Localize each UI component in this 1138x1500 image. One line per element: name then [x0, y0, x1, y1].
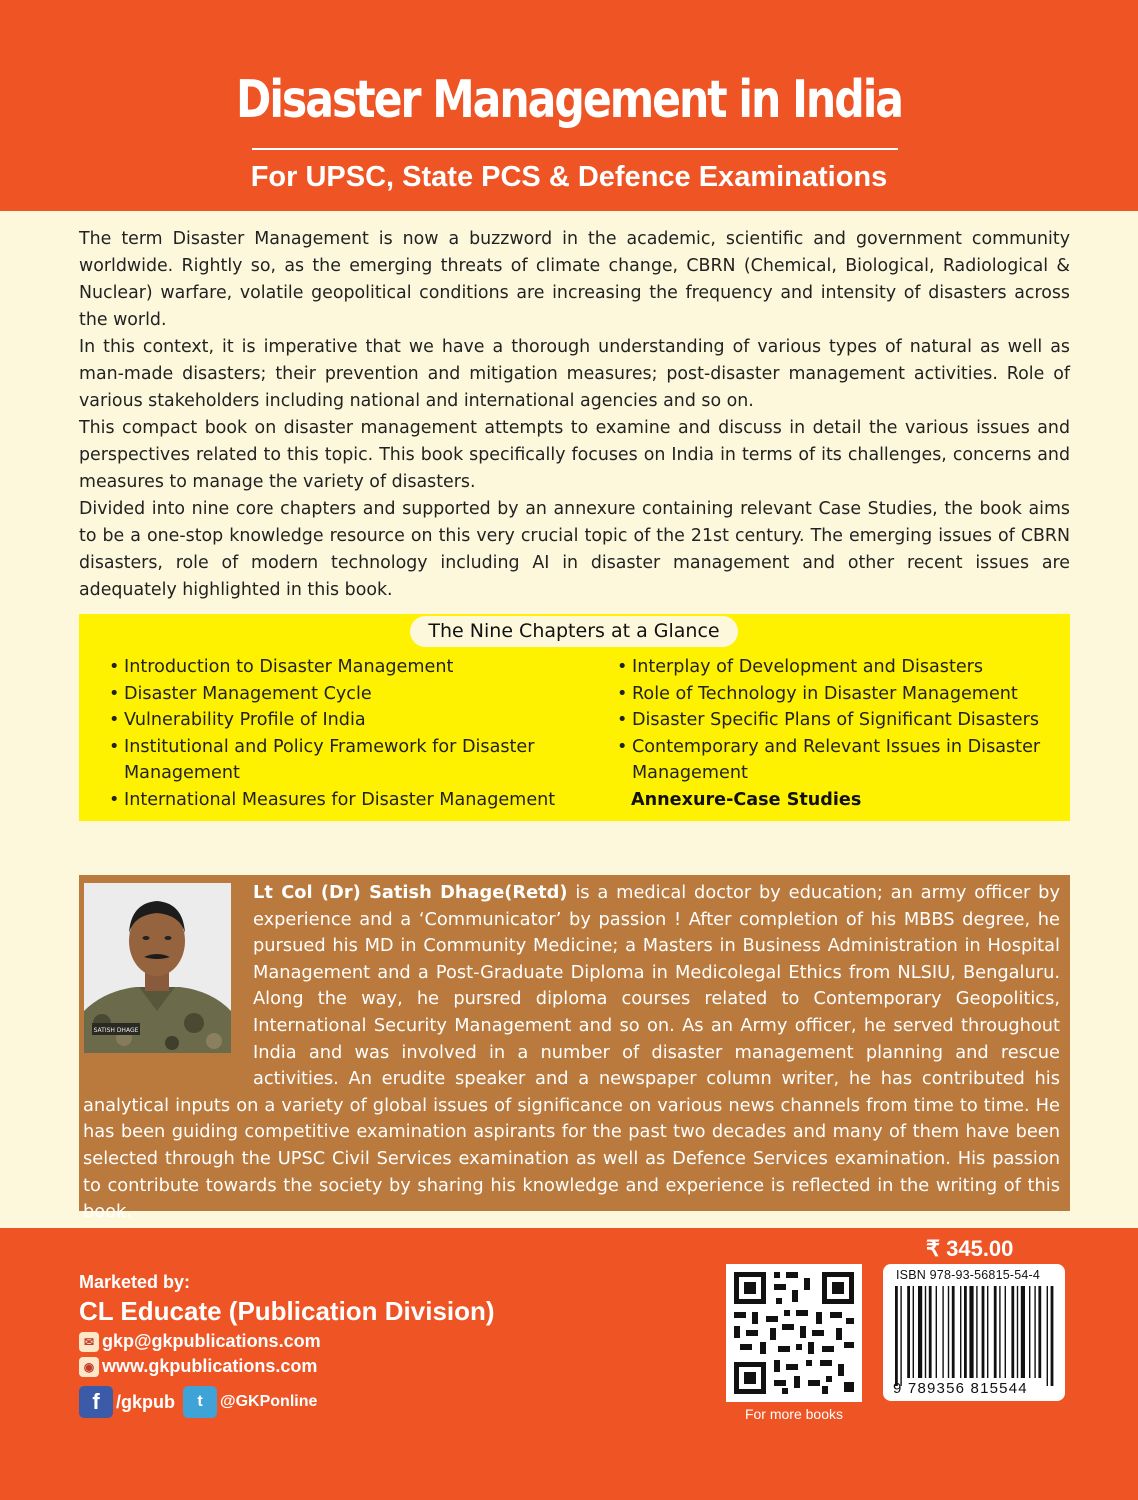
globe-icon: ◉ [79, 1357, 99, 1377]
description-paragraph: In this context, it is imperative that we have a thorough understanding of various types of natural as well as man-made disasters; their prevention and mitigation measures; post-disaster management activities. Role of various stakeholders including national and international agencies and so on. [79, 337, 1070, 411]
chapters-list-right [617, 654, 1057, 787]
book-subtitle: For UPSC, State PCS & Defence Examinations [250, 161, 888, 193]
qr-caption: For more books [744, 1406, 844, 1422]
chapter-item: • Disaster Specific Plans of Significant Disasters [617, 707, 1057, 734]
chapter-item: • Institutional and Policy Framework for Disaster Management [109, 734, 599, 787]
twitter-icon[interactable]: t [183, 1386, 217, 1418]
chapter-item: • Disaster Management Cycle [109, 681, 599, 708]
author-name: Lt Col (Dr) Satish Dhage(Retd) [253, 882, 568, 903]
email-address[interactable]: gkp@gkpublications.com [102, 1331, 321, 1351]
website-link[interactable]: www.gkpublications.com [102, 1356, 318, 1376]
description-paragraph: This compact book on disaster management attempts to examine and discuss in detail the various issues and perspectives related to this topic. This book specifically focuses on India in terms of its challenges, concerns and measures to manage the variety of disasters. [79, 418, 1070, 492]
author-bio-text: is a medical doctor by education; an army officer by experience and a ‘Communicator’ by passion ! After completion of his MBBS degree, he pursued his MD in Community Medicine; a Masters in Business Administration in Hospital Management and a Post-Graduate Diploma in Medicolegal Ethics from NLSIU, Bengaluru. Along the way, he pursred diploma courses related to Contemporary Geopolitics, International Security Management and so on. As an Army officer, he served throughout India and was involved in a number of disaster management planning and rescue activities. An erudite speaker and a newspaper column writer, he has contributed his analytical inputs on a variety of global issues of significance on various news channels from time to time. He has been guiding competitive examination aspirants for the past two decades and many of them have been selected through the UPSC Civil Services examination as well as Defence Services examination. His passion to contribute towards the society by sharing his knowledge and experience is reflected in the writing of this book. [83, 882, 1060, 1223]
title-divider [252, 148, 898, 150]
chapters-heading: The Nine Chapters at a Glance [410, 616, 738, 647]
description-paragraph: Divided into nine core chapters and supported by an annexure containing relevant Case Studies, the book aims to be a one-stop knowledge resource on this very crucial topic of the 21st century. The emerging issues of CBRN disasters, role of modern technology including AI in disaster management and other recent issues are adequately highlighted in this book. [79, 499, 1070, 600]
qr-code[interactable] [726, 1264, 862, 1402]
description-paragraph: The term Disaster Management is now a buzzword in the academic, scientific and government community worldwide. Rightly so, as the emerging threats of climate change, CBRN (Chemical, Biological, Radiological & Nuclear) warfare, volatile geopolitical conditions are increasing the frequency and intensity of disasters across the world. [79, 229, 1070, 330]
facebook-handle[interactable]: /gkpub [116, 1391, 175, 1412]
chapter-item: • Introduction to Disaster Management [109, 654, 599, 681]
chapter-item: • Contemporary and Relevant Issues in Disaster Management [617, 734, 1057, 787]
email-icon: ✉ [79, 1332, 99, 1352]
price: ₹ 345.00 [926, 1236, 1014, 1261]
publisher-name: CL Educate (Publication Division) [79, 1296, 495, 1326]
chapter-item: • Role of Technology in Disaster Management [617, 681, 1057, 708]
book-title: Disaster Management in India [236, 70, 902, 130]
author-name-tag: SATISH DHAGE [93, 1027, 139, 1034]
chapters-list-left [109, 654, 599, 814]
book-description [79, 226, 1070, 604]
chapter-item: • Interplay of Development and Disasters [617, 654, 1057, 681]
website-contact[interactable] [79, 1356, 317, 1377]
barcode-digits: 9 789356 815544 [893, 1380, 1028, 1397]
isbn-number: ISBN 978-93-56815-54-4 [896, 1268, 1041, 1282]
annexure-label: Annexure-Case Studies [631, 790, 862, 810]
social-links [79, 1386, 317, 1418]
facebook-icon[interactable]: f [79, 1386, 113, 1418]
chapter-item: • Vulnerability Profile of India [109, 707, 599, 734]
chapter-item: • International Measures for Disaster Management [109, 787, 599, 814]
email-contact[interactable] [79, 1331, 321, 1352]
marketed-by-label: Marketed by: [79, 1272, 191, 1292]
author-bio [83, 880, 1060, 1226]
twitter-handle[interactable]: @GKPonline [220, 1393, 318, 1410]
